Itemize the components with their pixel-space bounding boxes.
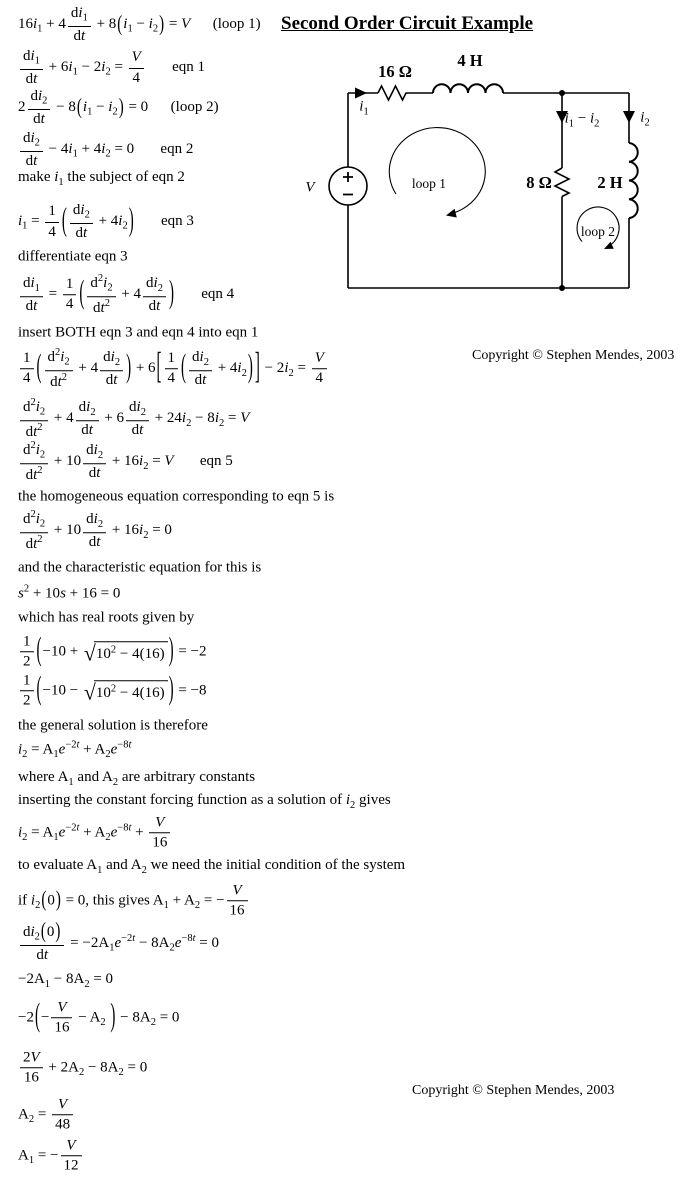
equation-line-26: if $i_2(0) = 0$, this gives $A_1 + A_2$ = − $\frac{V}{16}$ xyxy=(18,882,250,920)
label-current-i2: $i_2$ xyxy=(640,109,650,129)
label-current-i1-minus-i2: $i_1 - i_2$ xyxy=(564,110,600,130)
equation-line-1: $16i_1 + 4$ $\frac{di_1}{dt}$ + $8(i_1 - i_2) = V$ (loop 1) xyxy=(18,5,261,44)
equation-line-6: $i_1$ = $\frac{1}{4}$ ( $\frac{di_2}{dt}$ + $4i_2$) eqn 3 xyxy=(18,202,194,241)
equation-line-25: to evaluate $A_1$ and $A_2$ we need the initial condition of the system xyxy=(18,857,406,876)
equation-line-12: $\frac{d^2i_2}{dt^2}$ + 10 $\frac{di_2}{dt}$ + $16i_2 = V$ eqn 5 xyxy=(18,440,233,484)
equation-line-29: −2(− $\frac{V}{16}$ − $A_2$ ) − $8A_2 = 0$ xyxy=(18,999,180,1036)
copyright-notice-top: Copyright © Stephen Mendes, 2003 xyxy=(472,348,675,363)
equation-line-17: which has real roots given by xyxy=(18,609,195,626)
page-title: Second Order Circuit Example xyxy=(281,13,534,34)
node-dot-bottom xyxy=(559,285,565,291)
current-arrow-i1 xyxy=(355,88,367,99)
equation-line-14: $\frac{d^2i_2}{dt^2}$ + 10 $\frac{di_2}{dt}$ + $16i_2 = 0$ xyxy=(18,509,172,553)
loop1-arrow xyxy=(389,128,485,214)
label-8-ohm: 8 Ω xyxy=(526,173,552,192)
label-4-henry: 4 H xyxy=(457,51,483,70)
equation-line-8: $\frac{di_1}{dt}$ = $\frac{1}{4}$ ( $\frac{d^2i_2}{dt^2}$ + 4 $\frac{di_2}{dt}$ ) eqn 4 xyxy=(18,273,234,317)
loop1-arrowhead xyxy=(446,209,457,218)
equation-line-21: $i_2 = A_1e^{-2t} + A_2e^{-8t}$ xyxy=(18,739,132,760)
equation-line-2: $\frac{di_1}{dt}$ + $6i_1 - 2i_2$ = $\frac{V}{4}$ eqn 1 xyxy=(18,48,205,88)
label-16-ohm: 16 Ω xyxy=(378,62,412,81)
current-arrow-i2 xyxy=(623,111,635,123)
label-loop-1: loop 1 xyxy=(411,176,447,191)
equation-line-16: $s^2 + 10s + 16 = 0$ xyxy=(18,583,121,602)
equation-line-18: $\frac{1}{2}$ (−10 + √ $10^2 - 4(16)$ ) = −2 xyxy=(18,633,206,671)
inductor-4h xyxy=(433,84,503,93)
equation-line-27: $\frac{di_2(0)}{dt}$ = $-2A_1e^{-2t} - 8A_2e^{-8t} = 0$ xyxy=(18,924,219,964)
equation-line-32: $A_1$ = − $\frac{V}{12}$ xyxy=(18,1137,84,1175)
equation-line-3: 2 $\frac{di_2}{dt}$ − $8(i_1 - i_2) = 0$ (loop 2) xyxy=(18,88,219,127)
label-source-v: V xyxy=(305,179,315,196)
label-current-i1: $i_1$ xyxy=(359,98,369,118)
equation-line-7: differentiate eqn 3 xyxy=(18,248,128,265)
equation-line-13: the homogeneous equation corresponding to eqn 5 is xyxy=(18,488,335,505)
node-dot-top xyxy=(559,90,565,96)
resistor-16ohm xyxy=(378,86,412,100)
equation-line-28: $-2A_1 - 8A_2 = 0$ xyxy=(18,971,114,990)
equation-line-24: $i_2 = A_1e^{-2t} + A_2e^{-8t}$ + $\frac{V}{16}$ xyxy=(18,814,172,852)
equation-line-20: the general solution is therefore xyxy=(18,717,208,734)
equation-line-22: where $A_1$ and $A_2$ are arbitrary constants xyxy=(18,769,256,788)
label-loop-2: loop 2 xyxy=(580,224,616,239)
equation-line-10: $\frac{1}{4}$ ( $\frac{d^2i_2}{dt^2}$ + 4 $\frac{di_2}{dt}$ ) + 6[ $\frac{1}{4}$ ( $\frac{di_2}{dt}$ + $4i_2$) ] − $2i_2$ = $\frac{V}{4}$ xyxy=(18,347,329,391)
equation-line-5: make $i_1$ the subject of eqn 2 xyxy=(18,169,185,188)
equation-line-11: $\frac{d^2i_2}{dt^2}$ + 4 $\frac{di_2}{dt}$ + 6 $\frac{di_2}{dt}$ + $24i_2 - 8i_2 = V$ xyxy=(18,397,249,441)
label-2-henry: 2 H xyxy=(597,173,623,192)
resistor-8ohm xyxy=(555,168,569,197)
equation-line-19: $\frac{1}{2}$ (−10 − √ $10^2 - 4(16)$ ) = −8 xyxy=(18,672,206,710)
equation-line-15: and the characteristic equation for this is xyxy=(18,559,262,576)
equation-line-4: $\frac{di_2}{dt}$ − $4i_1 + 4i_2 = 0$ eqn 2 xyxy=(18,130,193,170)
equation-line-9: insert BOTH eqn 3 and eqn 4 into eqn 1 xyxy=(18,324,259,341)
equation-line-31: $A_2$ = $\frac{V}{48}$ xyxy=(18,1096,75,1134)
equation-line-30: $\frac{2V}{16}$ + $2A_2 - 8A_2 = 0$ xyxy=(18,1049,147,1087)
inductor-2h xyxy=(629,143,638,218)
equation-line-23: inserting the constant forcing function as a solution of $i_2$ gives xyxy=(18,792,391,811)
voltage-source xyxy=(329,167,367,205)
copyright-notice-bottom: Copyright © Stephen Mendes, 2003 xyxy=(412,1083,615,1098)
